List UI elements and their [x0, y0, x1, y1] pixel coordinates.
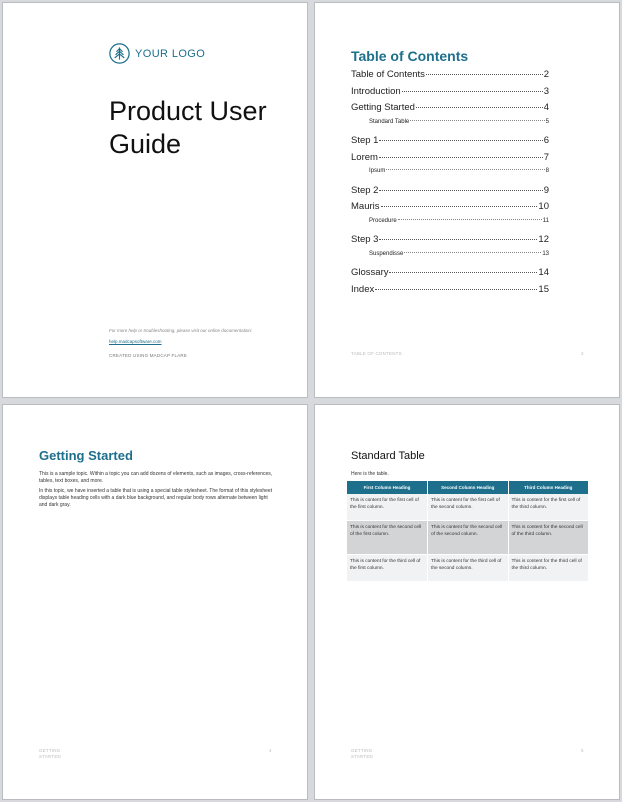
table-header-cell: Second Column Heading [428, 481, 509, 494]
table-row [347, 521, 589, 555]
toc-entry-page: 12 [538, 234, 549, 245]
toc-entry-page: 2 [543, 69, 549, 80]
help-link[interactable]: help.madcapsoftware.com [109, 339, 162, 344]
table-row [347, 494, 589, 521]
toc-entry-page: 15 [538, 283, 549, 295]
standard-table-page [314, 404, 620, 800]
toc-leader [389, 272, 537, 273]
toc-entry-label: Step 3 [351, 234, 379, 245]
page-footer-number: 4 [269, 748, 272, 753]
footer-label-line: STARTED [351, 754, 373, 759]
section-title: Getting Started [39, 448, 133, 463]
toc-entry-page: 11 [542, 217, 549, 224]
table-header-cell: Third Column Heading [508, 481, 589, 494]
tree-logo-icon [109, 43, 130, 64]
table-cell: This is content for the second cell of the second column. [428, 521, 509, 555]
table-cell: This is content for the first cell of the third column. [508, 494, 589, 521]
footer-label-line: STARTED [39, 754, 61, 759]
toc-leader [426, 74, 543, 75]
table-cell: This is content for the first cell of the first column. [347, 494, 428, 521]
toc-leader [416, 107, 543, 108]
toc-entry-page: 4 [543, 102, 549, 113]
toc-entry[interactable] [351, 185, 549, 202]
toc-entry-page: 8 [545, 168, 549, 174]
toc-entry-page: 5 [545, 118, 549, 125]
toc-entry-label: Step 1 [351, 135, 379, 146]
toc-leader [386, 169, 544, 170]
toc-leader [398, 219, 542, 220]
table-header-cell: First Column Heading [347, 481, 428, 494]
toc-leader [379, 190, 542, 191]
cover-page [2, 2, 308, 398]
page-footer-label: TABLE OF CONTENTS [351, 351, 402, 356]
table-cell: This is content for the second cell of the third column. [508, 521, 589, 555]
toc-entry-page: 13 [542, 250, 549, 257]
toc-entry-label: Introduction [351, 85, 401, 97]
toc-entry-page: 7 [543, 151, 549, 163]
toc-entry-page: 6 [543, 135, 549, 146]
footer-label-line: GETTING [39, 748, 61, 753]
toc-entry[interactable] [351, 267, 549, 284]
toc-entry-page: 10 [538, 201, 549, 212]
toc-leader [402, 91, 543, 92]
table-cell: This is content for the third cell of the first column. [347, 555, 428, 582]
table-cell: This is content for the second cell of the first column. [347, 521, 428, 555]
created-with-text: CREATED USING MADCAP FLARE [109, 353, 188, 358]
toc-leader [381, 206, 538, 207]
toc-entry-label: Ipsum [369, 168, 386, 174]
logo [109, 43, 205, 64]
toc-entry[interactable] [351, 201, 549, 218]
toc-entry-page: 9 [543, 184, 549, 196]
toc-entry[interactable] [351, 234, 549, 251]
page-footer-number: 2 [581, 351, 584, 356]
toc-entry-label: Suspendisse [369, 250, 404, 257]
toc-title: Table of Contents [351, 48, 469, 64]
toc-entry[interactable] [351, 86, 549, 103]
toc-entry-page: 3 [543, 85, 549, 97]
toc-entry-label: Lorem [351, 151, 378, 163]
toc-list [351, 69, 549, 300]
toc-leader [379, 157, 543, 158]
body-paragraph: This is a sample topic. Within a topic you can add dozens of elements, such as images, cross-references, tables, text boxes, and more. [39, 471, 273, 484]
toc-entry-page: 14 [538, 267, 549, 278]
section-body [39, 471, 275, 512]
table-cell: This is content for the third cell of the third column. [508, 555, 589, 582]
page-footer-number: 5 [581, 748, 584, 753]
toc-leader [375, 289, 537, 290]
page-footer-label [351, 748, 373, 760]
table-row [347, 555, 589, 582]
table-header-row [347, 481, 589, 494]
toc-entry-label: Getting Started [351, 102, 415, 113]
toc-entry-label: Standard Table [369, 118, 410, 125]
toc-entry[interactable] [351, 152, 549, 169]
logo-text: YOUR LOGO [135, 47, 206, 60]
toc-leader [404, 252, 541, 253]
section-title: Standard Table [351, 450, 425, 462]
table-intro: Here is the table. [351, 471, 389, 477]
toc-leader [410, 120, 544, 121]
toc-subentry[interactable] [351, 119, 549, 136]
toc-subentry[interactable] [351, 218, 549, 235]
toc-entry-label: Index [351, 283, 375, 295]
toc-entry[interactable] [351, 69, 549, 86]
toc-subentry[interactable] [351, 251, 549, 268]
toc-leader [379, 239, 537, 240]
toc-entry[interactable] [351, 284, 549, 301]
toc-entry[interactable] [351, 102, 549, 119]
toc-entry-label: Mauris [351, 201, 380, 212]
help-text: For more help or troubleshooting, please visit our online documentation: [109, 328, 253, 333]
document-title: Product User Guide [109, 96, 267, 159]
toc-entry-label: Glossary [351, 267, 389, 278]
standard-table [347, 481, 589, 582]
toc-entry-label: Table of Contents [351, 69, 425, 80]
toc-page [314, 2, 620, 398]
footer-label-line: GETTING [351, 748, 373, 753]
toc-leader [379, 140, 542, 141]
body-paragraph: In this topic, we have inserted a table that is using a special table stylesheet. The format of this stylesheet displays table heading cells with a dark blue background, and regular body rows alternate between light and dark gray. [39, 488, 273, 508]
getting-started-page [2, 404, 308, 800]
table-cell: This is content for the third cell of the second column. [428, 555, 509, 582]
toc-entry-label: Step 2 [351, 184, 379, 196]
toc-entry-label: Procedure [369, 217, 397, 224]
page-footer-label [39, 748, 61, 760]
table-cell: This is content for the first cell of the second column. [428, 494, 509, 521]
toc-subentry[interactable] [351, 168, 549, 185]
toc-entry[interactable] [351, 135, 549, 152]
